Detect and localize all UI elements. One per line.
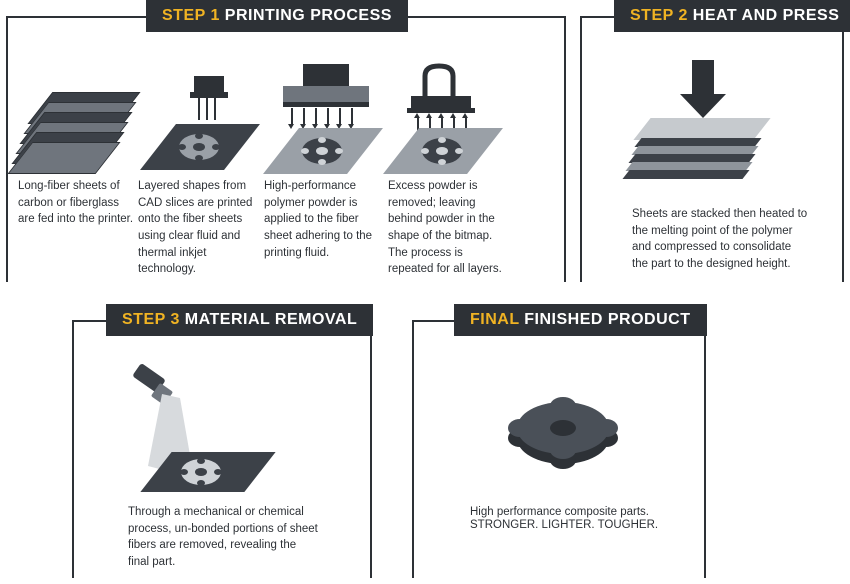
caption-step-1-3: High-performance polymer powder is applied to the fiber sheet adhering to the printing fluid.	[264, 180, 373, 259]
powder-removal-icon	[381, 62, 521, 174]
vacuum-handle-icon	[413, 62, 493, 98]
finished-gear-part-icon	[498, 390, 638, 480]
panel-step-2-title-text: HEAT AND PRESS	[692, 7, 840, 24]
caption-step-1-2: Layered shapes from CAD slices are printed onto the fiber sheets using clear fluid and thermal inkjet technology.	[138, 180, 253, 276]
panel-step-1-title	[146, 0, 408, 32]
caption-step-1-1: Long-fiber sheets of carbon or fiberglass are fed into the printer.	[18, 180, 134, 226]
material-removal-nozzle-icon	[120, 364, 320, 504]
caption-final-1: High performance composite parts.	[470, 506, 649, 518]
panel-step-3-step-label: STEP 3	[122, 311, 180, 328]
panel-step-1-title-text: PRINTING PROCESS	[224, 7, 392, 24]
fiber-sheet-stack-icon	[14, 88, 139, 168]
panel-step-3-title-text: MATERIAL REMOVAL	[184, 311, 358, 328]
panel-step-2-title	[614, 0, 850, 32]
gear-shape-icon	[419, 135, 465, 167]
gear-shape-icon	[178, 456, 224, 488]
caption-step-3-1: Through a mechanical or chemical process, un-bonded portions of sheet fibers are removed, revealing the final part.	[128, 506, 318, 569]
heat-press-arrow-icon	[630, 60, 810, 180]
printed-board-icon	[136, 74, 266, 174]
caption-step-2-1: Sheets are stacked then heated to the melting point of the polymer and compressed to consolidate the part to the designed height.	[632, 208, 808, 271]
powder-applicator-icon	[261, 62, 401, 174]
panel-final	[412, 311, 706, 578]
panel-step-1-step-label: STEP 1	[162, 7, 220, 24]
panel-step-3-title	[106, 304, 373, 336]
panel-final-title-text: FINISHED PRODUCT	[524, 311, 691, 328]
panel-final-title	[454, 304, 707, 336]
caption-step-1-4: Excess powder is removed; leaving behind powder in the shape of the bitmap. The process is repeated for all layers.	[388, 180, 502, 276]
gear-shape-icon	[176, 131, 222, 163]
panel-step-2-step-label: STEP 2	[630, 7, 688, 24]
panel-final-step-label: FINAL	[470, 311, 520, 328]
caption-final-2: STRONGER. LIGHTER. TOUGHER.	[470, 519, 659, 531]
panel-step-3	[72, 311, 372, 578]
panel-step-2	[580, 7, 844, 282]
gear-shape-icon	[299, 135, 345, 167]
panel-step-1	[6, 7, 566, 282]
